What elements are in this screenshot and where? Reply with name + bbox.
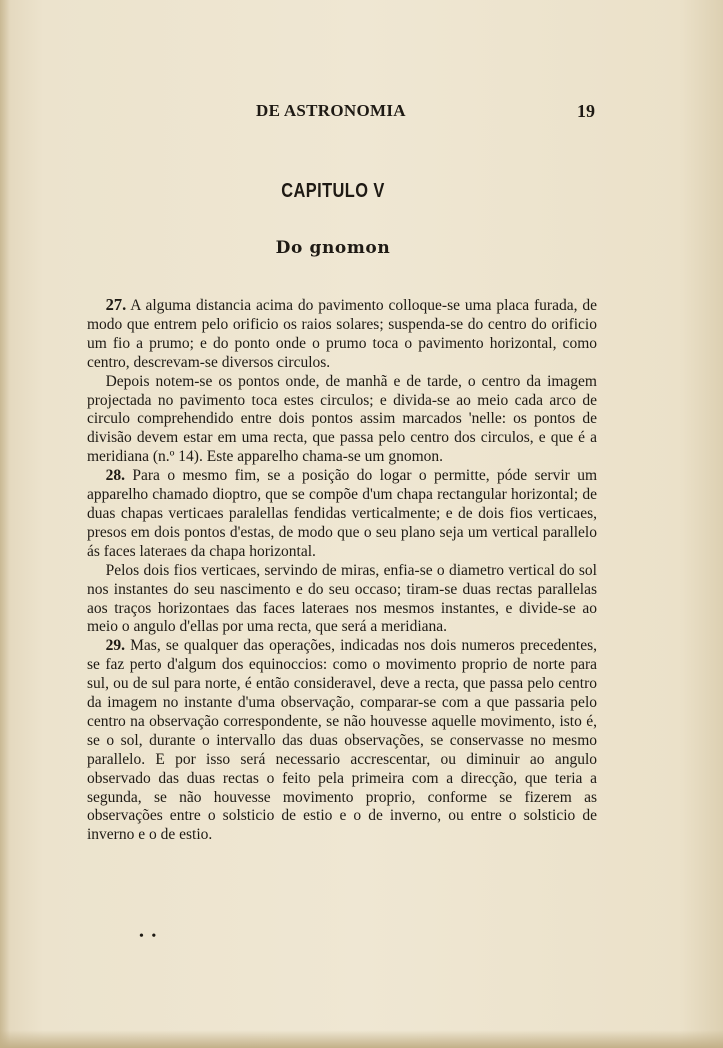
paragraph-27 [87,296,597,373]
section-title: Do gnomon [275,238,391,258]
paragraph-text: Depois notem-se os pontos onde, de manhã e de tarde, o centro da imagem projectada no pavimento toca estes circulos; e divida-se ao meio cada arco de circulo comprehendido entre dois pontos assim marcados 'nelle: os pontos de divisão devem estar em uma recta, que passa pelo centro dos circulos, e que é a meridiana (n.º 14). Este apparelho chama-se um gnomon. [87,372,597,466]
running-title: DE ASTRONOMIA [256,101,406,120]
paragraph-29 [87,637,597,845]
body-text [87,296,597,845]
paragraph-number: 29. [105,637,125,655]
page-number: 19 [577,101,595,121]
paragraph-27-continued [87,373,597,468]
paragraph-28 [87,467,597,562]
paragraph-number: 27. [105,295,127,314]
paragraph-text: Para o mesmo fim, se a posição do logar o permitte, póde servir um apparelho chamado dioptro, que se compõe d'um chapa rectangular horizontal; de duas chapas verticaes paralellas fendidas verticalmente; e de dois fios verticaes, presos em dois pontos d'estas, de modo que o seu plano seja um vertical parallelo ás faces lateraes da chapa horizontal. [87,467,598,560]
paragraph-text: Pelos dois fios verticaes, servindo de miras, enfia-se o diametro vertical do sol nos instantes do seu nascimento e do seu occaso; tiram-se duas rectas parallelas aos traços horizontaes das faces lateraes nos mesmos instantes, e divide-se ao meio o angulo d'ellas por uma recta, que será a meridiana. [87,561,597,636]
paragraph-28-continued [87,562,597,638]
page-bottom-shadow [0,1030,723,1048]
running-header [0,101,723,125]
page-edge-shadow [0,0,10,1048]
paragraph-number: 28. [105,467,125,485]
footer-marks: • • [139,929,159,944]
paragraph-text: Mas, se qualquer das operações, indicadas nos dois numeros precedentes, se faz perto d'algum dos equinoccios: como o movimento proprio de norte para sul, ou de sul para norte, é então consideravel, deve a recta, que passa pelo centro da imagem no instante d'uma observação, comparar-se com a que passaria pelo centro na observação correspondente, se não houvesse aquelle movimento, isto é, se o sol, durante o intervallo das duas observações, se conservasse no mesmo parallelo. E por isso será necessario accrescentar, ou diminuir ao angulo observado das duas rectas o feito pela primeira com a direcção, que teria a segunda, se não houvesse movimento proprio, conforme se fizerem as observações entre o solsticio de estio e o de inverno, ou entre o solsticio de inverno e o de estio. [87,637,598,844]
paragraph-text: A alguma distancia acima do pavimento colloque-se uma placa furada, de modo que entrem pelo orificio os raios solares; suspenda-se do centro do orificio um fio a prumo; e do ponto onde o prumo toca o pavimento horizontal, como centro, descrevam-se diversos circulos. [87,297,597,371]
chapter-title: CAPITULO V [281,180,385,202]
